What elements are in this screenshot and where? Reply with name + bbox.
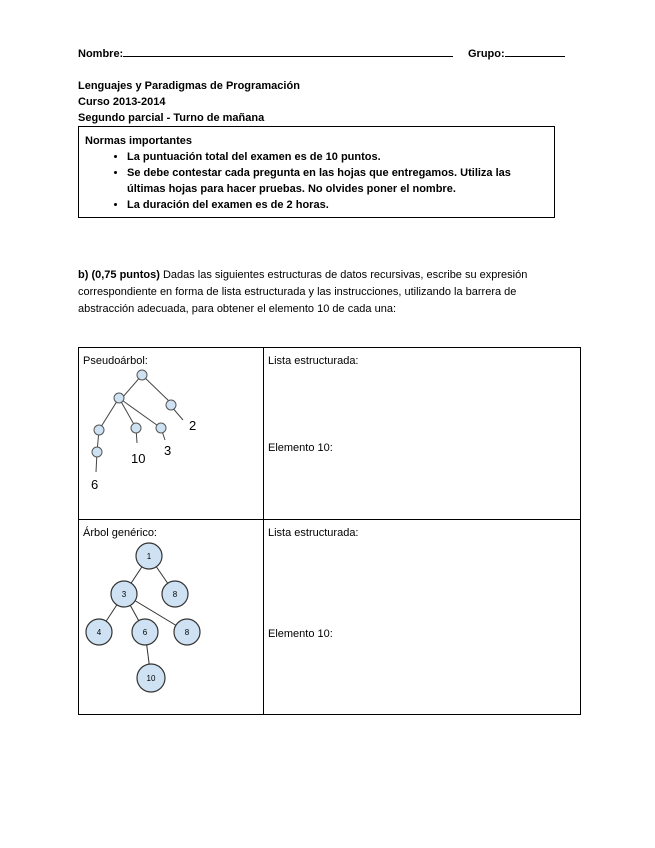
subject-title: Lenguajes y Paradigmas de Programación <box>78 80 300 92</box>
tree-node-label: 10 <box>146 674 156 683</box>
answer-cell-1[interactable] <box>264 348 581 520</box>
pseudotree-diagram <box>79 348 263 519</box>
table-row <box>79 348 581 520</box>
generic-tree-diagram <box>79 520 263 714</box>
answer-table <box>78 347 581 715</box>
pseudotree-cell <box>79 348 264 520</box>
course-year: Curso 2013-2014 <box>78 96 166 108</box>
rule-item: • La duración del examen es de 2 horas. <box>127 197 548 213</box>
question-text <box>78 267 560 318</box>
tree-node-label: 3 <box>121 590 127 599</box>
structured-list-label: Lista estructurada: <box>268 355 359 367</box>
table-row <box>79 520 581 715</box>
pseudotree-label: Pseudoárbol: <box>83 355 148 367</box>
rules-title: Normas importantes <box>85 135 192 147</box>
nombre-label: Nombre: <box>78 48 124 60</box>
answer-cell-2[interactable] <box>264 520 581 715</box>
tree-leaf-label: 6 <box>91 477 99 492</box>
group-line <box>468 45 565 62</box>
rules-list <box>85 149 548 213</box>
rule-item: • La puntuación total del examen es de 10 puntos. <box>127 149 548 165</box>
tree-node-label: 1 <box>146 552 152 561</box>
element-10-label: Elemento 10: <box>268 442 333 454</box>
tree-leaf-label: 3 <box>164 443 172 458</box>
tree-node-label: 6 <box>142 628 148 637</box>
nombre-blank[interactable] <box>123 45 453 57</box>
question-label: b) (0,75 puntos) <box>78 269 160 281</box>
structured-list-label: Lista estructurada: <box>268 527 359 539</box>
tree-node-label: 4 <box>96 628 102 637</box>
tree-node-label: 8 <box>184 628 190 637</box>
tree-leaf-label: 2 <box>189 418 197 433</box>
exam-title: Segundo parcial - Turno de mañana <box>78 112 265 124</box>
element-10-label: Elemento 10: <box>268 628 333 640</box>
generic-tree-cell <box>79 520 264 715</box>
rules-box <box>78 126 555 218</box>
grupo-label: Grupo: <box>468 48 505 60</box>
grupo-blank[interactable] <box>505 45 565 57</box>
question-body: Dadas las siguientes estructuras de datos recursivas, escribe su expresión correspondiente en forma de lista estructurada y las instrucciones, utilizando la barrera de abstracción adecuada, para obtener el elemento 10 de cada una: <box>78 269 528 315</box>
name-line <box>78 45 453 62</box>
tree-node-label: 8 <box>172 590 178 599</box>
generic-tree-label: Árbol genérico: <box>83 527 157 539</box>
rule-item: • Se debe contestar cada pregunta en las hojas que entregamos. Utiliza las últimas hojas para hacer pruebas. No olvides poner el nombre. <box>127 165 548 197</box>
tree-leaf-label: 10 <box>131 451 146 466</box>
